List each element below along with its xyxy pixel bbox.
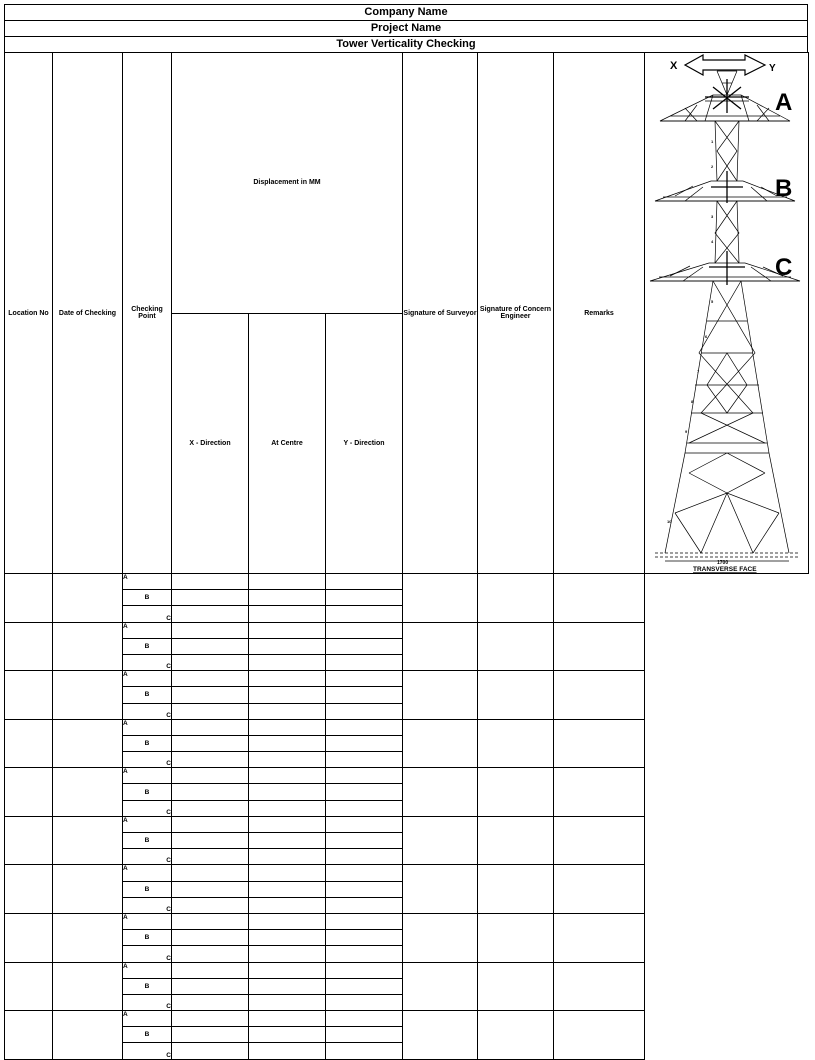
- sheet-title: Tower Verticality Checking: [4, 36, 808, 52]
- x-direction-cell[interactable]: [172, 913, 249, 929]
- checking-point-cell: A: [123, 574, 172, 590]
- at-centre-cell[interactable]: [249, 752, 326, 768]
- at-centre-cell[interactable]: [249, 865, 326, 881]
- x-direction-cell[interactable]: [172, 833, 249, 849]
- col-x-direction: X - Direction: [172, 313, 249, 574]
- signature-surveyor-cell[interactable]: [403, 719, 478, 768]
- remarks-cell[interactable]: [554, 574, 645, 623]
- checking-point-cell: C: [123, 1043, 172, 1059]
- signature-surveyor-cell[interactable]: [403, 962, 478, 1011]
- table-row: [5, 622, 809, 638]
- checking-point-cell: A: [123, 768, 172, 784]
- signature-engineer-cell[interactable]: [478, 719, 554, 768]
- checking-point-cell: A: [123, 962, 172, 978]
- y-direction-cell[interactable]: [326, 784, 403, 800]
- checking-point-cell: B: [123, 687, 172, 703]
- col-at-centre: At Centre: [249, 313, 326, 574]
- checking-point-cell: C: [123, 703, 172, 719]
- remarks-cell[interactable]: [554, 719, 645, 768]
- signature-engineer-cell[interactable]: [478, 768, 554, 817]
- at-centre-cell[interactable]: [249, 833, 326, 849]
- col-checking-point: Checking Point: [123, 53, 172, 574]
- y-direction-cell[interactable]: [326, 816, 403, 832]
- checking-point-cell: C: [123, 654, 172, 670]
- table-row: [5, 719, 809, 735]
- x-direction-cell[interactable]: [172, 687, 249, 703]
- y-direction-cell[interactable]: [326, 1011, 403, 1027]
- at-centre-cell[interactable]: [249, 800, 326, 816]
- signature-surveyor-cell[interactable]: [403, 768, 478, 817]
- at-centre-cell[interactable]: [249, 654, 326, 670]
- table-body: [5, 574, 809, 1060]
- signature-engineer-cell[interactable]: [478, 1011, 554, 1060]
- at-centre-cell[interactable]: [249, 719, 326, 735]
- col-date-of-checking: Date of Checking: [53, 53, 123, 574]
- location-cell[interactable]: [5, 913, 53, 962]
- x-direction-cell[interactable]: [172, 946, 249, 962]
- checking-point-cell: B: [123, 833, 172, 849]
- x-direction-cell[interactable]: [172, 881, 249, 897]
- x-direction-cell[interactable]: [172, 671, 249, 687]
- at-centre-cell[interactable]: [249, 590, 326, 606]
- y-direction-cell[interactable]: [326, 962, 403, 978]
- location-cell[interactable]: [5, 622, 53, 671]
- panel-number: 2: [711, 164, 714, 169]
- at-centre-cell[interactable]: [249, 1011, 326, 1027]
- y-direction-cell[interactable]: [326, 671, 403, 687]
- col-location-no: Location No: [5, 53, 53, 574]
- x-direction-cell[interactable]: [172, 930, 249, 946]
- at-centre-cell[interactable]: [249, 881, 326, 897]
- checking-point-cell: B: [123, 1027, 172, 1043]
- remarks-cell[interactable]: [554, 671, 645, 720]
- point-b-label: B: [775, 175, 793, 202]
- checking-point-cell: A: [123, 671, 172, 687]
- location-cell[interactable]: [5, 1011, 53, 1060]
- date-cell[interactable]: [53, 962, 123, 1011]
- checking-point-cell: A: [123, 865, 172, 881]
- table-row: [5, 816, 809, 832]
- y-direction-cell[interactable]: [326, 865, 403, 881]
- checking-point-cell: B: [123, 735, 172, 751]
- at-centre-cell[interactable]: [249, 946, 326, 962]
- x-direction-cell[interactable]: [172, 735, 249, 751]
- y-direction-cell[interactable]: [326, 913, 403, 929]
- location-cell[interactable]: [5, 768, 53, 817]
- tower-diagram-cell: [645, 53, 809, 574]
- location-cell[interactable]: [5, 816, 53, 865]
- at-centre-cell[interactable]: [249, 978, 326, 994]
- remarks-cell[interactable]: [554, 962, 645, 1011]
- at-centre-cell[interactable]: [249, 1043, 326, 1059]
- point-a-label: A: [775, 89, 793, 116]
- at-centre-cell[interactable]: [249, 622, 326, 638]
- remarks-cell[interactable]: [554, 913, 645, 962]
- y-direction-cell[interactable]: [326, 735, 403, 751]
- table-row: [5, 574, 809, 590]
- col-signature-engineer: Signature of Concern Engineer: [478, 53, 554, 574]
- y-direction-cell[interactable]: [326, 719, 403, 735]
- x-direction-cell[interactable]: [172, 590, 249, 606]
- date-cell[interactable]: [53, 865, 123, 914]
- checking-point-cell: A: [123, 816, 172, 832]
- table-row: [5, 962, 809, 978]
- signature-surveyor-cell[interactable]: [403, 816, 478, 865]
- checking-point-cell: A: [123, 622, 172, 638]
- y-direction-cell[interactable]: [326, 622, 403, 638]
- checking-point-cell: C: [123, 606, 172, 622]
- x-direction-cell[interactable]: [172, 865, 249, 881]
- y-direction-cell[interactable]: [326, 994, 403, 1010]
- at-centre-cell[interactable]: [249, 687, 326, 703]
- signature-engineer-cell[interactable]: [478, 816, 554, 865]
- signature-engineer-cell[interactable]: [478, 622, 554, 671]
- signature-surveyor-cell[interactable]: [403, 574, 478, 623]
- x-direction-cell[interactable]: [172, 897, 249, 913]
- at-centre-cell[interactable]: [249, 816, 326, 832]
- signature-surveyor-cell[interactable]: [403, 671, 478, 720]
- table-row: [5, 913, 809, 929]
- base-dimension: 1700: [717, 560, 729, 566]
- signature-engineer-cell[interactable]: [478, 671, 554, 720]
- panel-number: 3: [711, 214, 714, 219]
- y-direction-cell[interactable]: [326, 800, 403, 816]
- at-centre-cell[interactable]: [249, 638, 326, 654]
- remarks-cell[interactable]: [554, 1011, 645, 1060]
- table-row: [5, 1011, 809, 1027]
- x-direction-cell[interactable]: [172, 816, 249, 832]
- point-c-label: C: [775, 254, 793, 281]
- x-direction-cell[interactable]: [172, 962, 249, 978]
- date-cell[interactable]: [53, 719, 123, 768]
- table-row: [5, 865, 809, 881]
- at-centre-cell[interactable]: [249, 606, 326, 622]
- x-direction-cell[interactable]: [172, 703, 249, 719]
- y-direction-cell[interactable]: [326, 946, 403, 962]
- signature-surveyor-cell[interactable]: [403, 622, 478, 671]
- transverse-face-caption: TRANSVERSE FACE: [693, 566, 757, 573]
- signature-engineer-cell[interactable]: [478, 962, 554, 1011]
- verticality-table: [4, 52, 809, 1060]
- y-direction-cell[interactable]: [326, 930, 403, 946]
- panel-number: 9: [685, 429, 688, 434]
- signature-engineer-cell[interactable]: [478, 865, 554, 914]
- at-centre-cell[interactable]: [249, 574, 326, 590]
- at-centre-cell[interactable]: [249, 994, 326, 1010]
- x-direction-cell[interactable]: [172, 719, 249, 735]
- checking-point-cell: B: [123, 638, 172, 654]
- date-cell[interactable]: [53, 622, 123, 671]
- y-direction-cell[interactable]: [326, 833, 403, 849]
- date-cell[interactable]: [53, 913, 123, 962]
- x-direction-cell[interactable]: [172, 752, 249, 768]
- location-cell[interactable]: [5, 962, 53, 1011]
- at-centre-cell[interactable]: [249, 784, 326, 800]
- x-direction-cell[interactable]: [172, 574, 249, 590]
- x-axis-label: X: [670, 60, 678, 72]
- x-direction-cell[interactable]: [172, 994, 249, 1010]
- location-cell[interactable]: [5, 574, 53, 623]
- x-direction-cell[interactable]: [172, 800, 249, 816]
- remarks-cell[interactable]: [554, 816, 645, 865]
- y-direction-cell[interactable]: [326, 703, 403, 719]
- col-signature-surveyor: Signature of Surveyor: [403, 53, 478, 574]
- y-direction-cell[interactable]: [326, 638, 403, 654]
- signature-surveyor-cell[interactable]: [403, 1011, 478, 1060]
- y-direction-cell[interactable]: [326, 768, 403, 784]
- panel-number: 10: [667, 519, 672, 524]
- x-direction-cell[interactable]: [172, 1011, 249, 1027]
- checking-point-cell: B: [123, 590, 172, 606]
- x-direction-cell[interactable]: [172, 638, 249, 654]
- y-direction-cell[interactable]: [326, 897, 403, 913]
- y-direction-cell[interactable]: [326, 590, 403, 606]
- y-direction-cell[interactable]: [326, 1043, 403, 1059]
- y-direction-cell[interactable]: [326, 1027, 403, 1043]
- tower-structure-icon: [650, 71, 800, 561]
- x-direction-cell[interactable]: [172, 1027, 249, 1043]
- signature-engineer-cell[interactable]: [478, 913, 554, 962]
- panel-number: 5: [711, 299, 714, 304]
- panel-number: 8: [691, 399, 694, 404]
- panel-number: 6: [705, 334, 708, 339]
- remarks-cell[interactable]: [554, 622, 645, 671]
- x-direction-cell[interactable]: [172, 784, 249, 800]
- checking-point-cell: C: [123, 994, 172, 1010]
- checking-point-cell: C: [123, 752, 172, 768]
- at-centre-cell[interactable]: [249, 1027, 326, 1043]
- y-direction-cell[interactable]: [326, 881, 403, 897]
- date-cell[interactable]: [53, 816, 123, 865]
- location-cell[interactable]: [5, 865, 53, 914]
- checking-point-cell: B: [123, 784, 172, 800]
- tower-diagram: [645, 53, 809, 573]
- at-centre-cell[interactable]: [249, 735, 326, 751]
- x-direction-cell[interactable]: [172, 1043, 249, 1059]
- x-direction-cell[interactable]: [172, 768, 249, 784]
- y-direction-cell[interactable]: [326, 654, 403, 670]
- direction-arrow-icon: [685, 55, 765, 75]
- date-cell[interactable]: [53, 671, 123, 720]
- project-name: Project Name: [4, 20, 808, 36]
- at-centre-cell[interactable]: [249, 897, 326, 913]
- company-name: Company Name: [4, 4, 808, 20]
- y-direction-cell[interactable]: [326, 849, 403, 865]
- x-direction-cell[interactable]: [172, 978, 249, 994]
- col-remarks: Remarks: [554, 53, 645, 574]
- remarks-cell[interactable]: [554, 865, 645, 914]
- at-centre-cell[interactable]: [249, 671, 326, 687]
- verticality-sheet: [4, 4, 808, 1060]
- checking-point-cell: C: [123, 800, 172, 816]
- y-direction-cell[interactable]: [326, 687, 403, 703]
- signature-surveyor-cell[interactable]: [403, 913, 478, 962]
- checking-point-cell: B: [123, 881, 172, 897]
- checking-point-cell: C: [123, 946, 172, 962]
- at-centre-cell[interactable]: [249, 703, 326, 719]
- table-row: [5, 768, 809, 784]
- signature-engineer-cell[interactable]: [478, 574, 554, 623]
- checking-point-cell: C: [123, 849, 172, 865]
- checking-point-cell: C: [123, 897, 172, 913]
- y-direction-cell[interactable]: [326, 574, 403, 590]
- at-centre-cell[interactable]: [249, 962, 326, 978]
- location-cell[interactable]: [5, 719, 53, 768]
- y-direction-cell[interactable]: [326, 606, 403, 622]
- y-direction-cell[interactable]: [326, 752, 403, 768]
- checking-point-cell: A: [123, 913, 172, 929]
- date-cell[interactable]: [53, 1011, 123, 1060]
- location-cell[interactable]: [5, 671, 53, 720]
- x-direction-cell[interactable]: [172, 654, 249, 670]
- panel-number: 7: [697, 369, 700, 374]
- checking-point-cell: A: [123, 1011, 172, 1027]
- signature-surveyor-cell[interactable]: [403, 865, 478, 914]
- x-direction-cell[interactable]: [172, 622, 249, 638]
- y-direction-cell[interactable]: [326, 978, 403, 994]
- x-direction-cell[interactable]: [172, 606, 249, 622]
- x-direction-cell[interactable]: [172, 849, 249, 865]
- col-y-direction: Y - Direction: [326, 313, 403, 574]
- checking-point-cell: B: [123, 978, 172, 994]
- checking-point-cell: A: [123, 719, 172, 735]
- panel-number: 4: [711, 239, 714, 244]
- at-centre-cell[interactable]: [249, 913, 326, 929]
- at-centre-cell[interactable]: [249, 849, 326, 865]
- table-row: [5, 671, 809, 687]
- at-centre-cell[interactable]: [249, 930, 326, 946]
- checking-point-cell: B: [123, 930, 172, 946]
- date-cell[interactable]: [53, 574, 123, 623]
- col-displacement: Displacement in MM: [172, 53, 403, 314]
- remarks-cell[interactable]: [554, 768, 645, 817]
- y-axis-label: Y: [769, 63, 776, 74]
- date-cell[interactable]: [53, 768, 123, 817]
- at-centre-cell[interactable]: [249, 768, 326, 784]
- panel-number: 1: [711, 139, 714, 144]
